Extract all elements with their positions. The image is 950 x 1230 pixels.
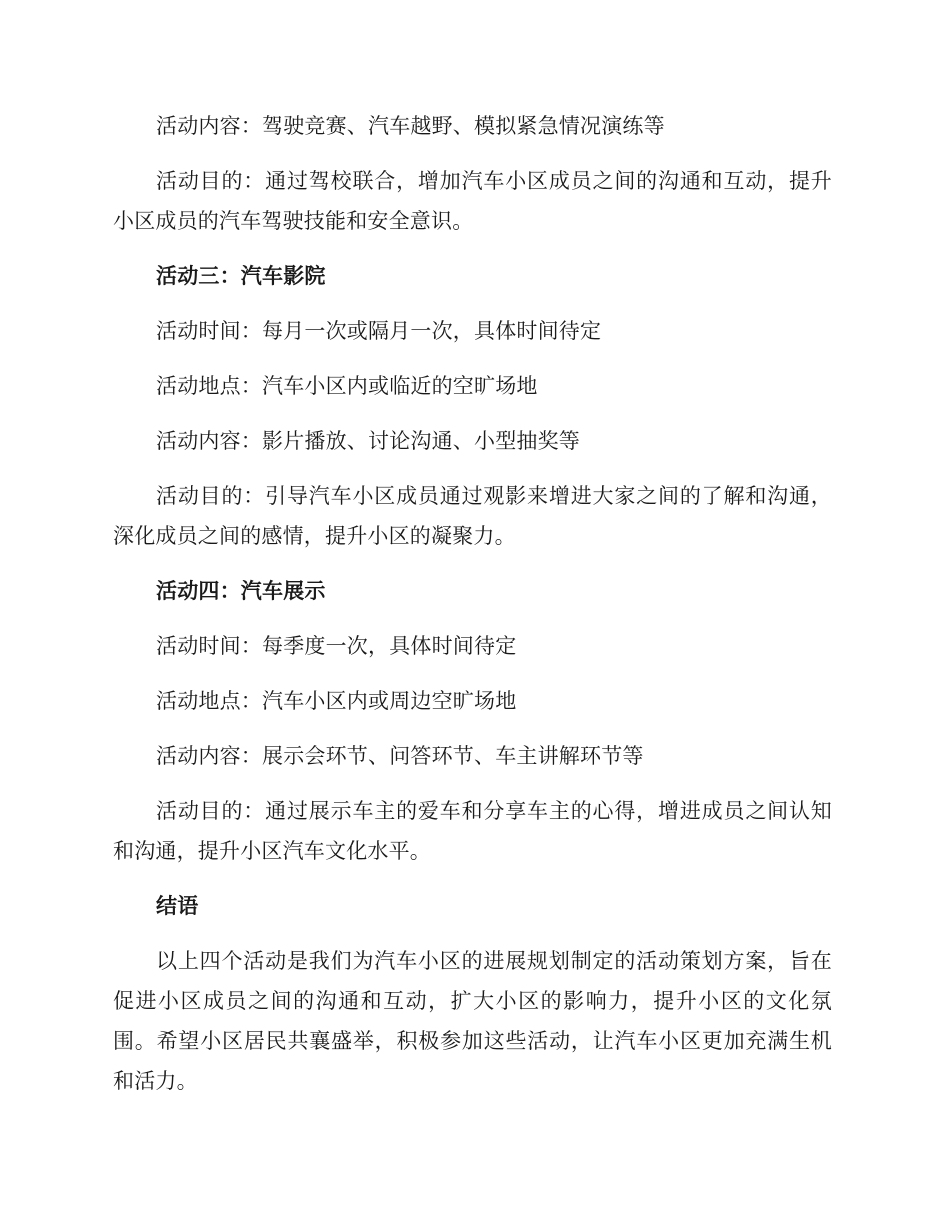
heading-conclusion: 结语 (156, 893, 199, 918)
paragraph-cinema-content: 活动内容：影片播放、讨论沟通、小型抽奖等 (156, 429, 580, 453)
paragraph-show-purpose: 活动目的：通过展示车主的爱车和分享车主的心得，增进成员之间认知和沟通，提升小区汽车文化水平。 (113, 799, 832, 863)
paragraph-cinema-purpose: 活动目的：引导汽车小区成员通过观影来增进大家之间的了解和沟通，深化成员之间的感情，提升小区的凝聚力。 (113, 484, 832, 548)
paragraph-cinema-time: 活动时间：每月一次或隔月一次，具体时间待定 (156, 319, 602, 343)
paragraph-conclusion: 以上四个活动是我们为汽车小区的进展规划制定的活动策划方案，旨在促进小区成员之间的沟通和互动，扩大小区的影响力，提升小区的文化氛围。希望小区居民共襄盛举，积极参加这些活动，让汽车小区更加充满生机和活力。 (113, 949, 832, 1093)
heading-activity-three: 活动三：汽车影院 (156, 263, 326, 288)
paragraph-show-time: 活动时间：每季度一次，具体时间待定 (156, 634, 517, 658)
paragraph-driving-purpose: 活动目的：通过驾校联合，增加汽车小区成员之间的沟通和互动，提升小区成员的汽车驾驶技能和安全意识。 (113, 169, 832, 233)
paragraph-cinema-location: 活动地点：汽车小区内或临近的空旷场地 (156, 374, 538, 398)
paragraph-show-content: 活动内容：展示会环节、问答环节、车主讲解环节等 (156, 744, 644, 768)
heading-activity-four: 活动四：汽车展示 (156, 578, 326, 603)
paragraph-driving-content: 活动内容：驾驶竞赛、汽车越野、模拟紧急情况演练等 (156, 114, 665, 138)
paragraph-show-location: 活动地点：汽车小区内或周边空旷场地 (156, 689, 517, 713)
